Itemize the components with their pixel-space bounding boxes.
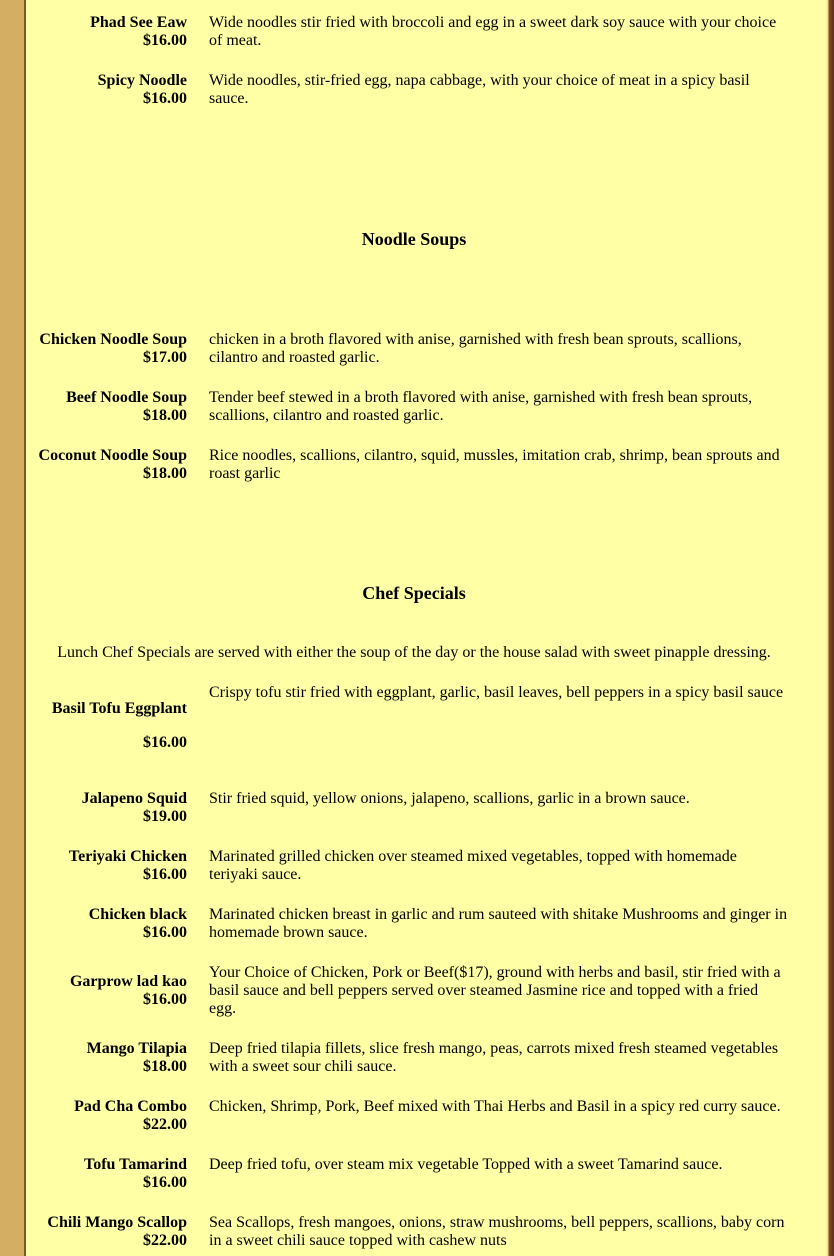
menu-item-name: Coconut Noodle Soup $18.00 bbox=[27, 447, 187, 483]
menu-item-price: $16.00 bbox=[143, 991, 187, 1008]
menu-item-description: Deep fried tilapia fillets, slice fresh mango, peas, carrots mixed fresh steamed vegetables with a sweet sour chili sauce. bbox=[209, 1040, 779, 1075]
menu-item-name: Beef Noodle Soup $18.00 bbox=[27, 389, 187, 425]
menu-item-name: Phad See Eaw $16.00 bbox=[27, 14, 187, 50]
menu-item-name: Pad Cha Combo $22.00 bbox=[27, 1098, 187, 1134]
menu-item-name: Jalapeno Squid $19.00 bbox=[27, 790, 187, 826]
menu-item-description: Marinated grilled chicken over steamed mixed vegetables, topped with homemade teriyaki sauce. bbox=[209, 848, 737, 883]
menu-item-description: Stir fried squid, yellow onions, jalapeno, scallions, garlic in a brown sauce. bbox=[209, 790, 690, 807]
chef-specials-note: Lunch Chef Specials are served with either the soup of the day or the house salad with sweet pinapple dressing. bbox=[57, 644, 771, 661]
menu-item-description: Wide noodles stir fried with broccoli and egg in a sweet dark soy sauce with your choice of meat. bbox=[209, 14, 777, 49]
menu-item-price: $16.00 bbox=[143, 1174, 187, 1191]
section-heading-noodle-soups: Noodle Soups bbox=[361, 229, 467, 249]
menu-item-price: $18.00 bbox=[143, 1058, 187, 1075]
menu-item-price: $22.00 bbox=[143, 1232, 187, 1249]
menu-item-name: Tofu Tamarind $16.00 bbox=[27, 1156, 187, 1192]
menu-item-description: Your Choice of Chicken, Pork or Beef($17), ground with herbs and basil, stir fried with a basil sauce and bell peppers served over steamed Jasmine rice and topped with a fried egg. bbox=[209, 964, 781, 1017]
menu-item-description: Rice noodles, scallions, cilantro, squid, mussles, imitation crab, shrimp, bean sprouts and roast garlic bbox=[209, 447, 780, 482]
right-decorative-border bbox=[826, 0, 834, 1256]
menu-item-price: $17.00 bbox=[143, 349, 187, 366]
menu-item-description: Chicken, Shrimp, Pork, Beef mixed with Thai Herbs and Basil in a spicy red curry sauce. bbox=[209, 1098, 781, 1115]
menu-item-price: $18.00 bbox=[143, 407, 187, 424]
menu-item-name: Chicken black $16.00 bbox=[27, 906, 187, 942]
menu-item-name: Spicy Noodle $16.00 bbox=[27, 72, 187, 108]
menu-item-price: $19.00 bbox=[143, 808, 187, 825]
section-heading-chef-specials: Chef Specials bbox=[362, 583, 466, 603]
menu-item-description: Deep fried tofu, over steam mix vegetable Topped with a sweet Tamarind sauce. bbox=[209, 1156, 723, 1173]
menu-item-price: $22.00 bbox=[143, 1116, 187, 1133]
menu-item-price: $16.00 bbox=[143, 32, 187, 49]
menu-item-name: Chicken Noodle Soup $17.00 bbox=[27, 331, 187, 367]
menu-item-price: $16.00 bbox=[143, 924, 187, 941]
menu-item-price: $16.00 bbox=[143, 866, 187, 883]
menu-item-name: Chili Mango Scallop $22.00 bbox=[27, 1214, 187, 1250]
menu-item-price: $16.00 bbox=[143, 90, 187, 107]
menu-item-description: Tender beef stewed in a broth flavored with anise, garnished with fresh bean sprouts, scallions, cilantro and roasted garlic. bbox=[209, 389, 753, 424]
menu-item-price: $18.00 bbox=[143, 465, 187, 482]
menu-item-price: $16.00 bbox=[143, 734, 187, 751]
menu-item-description: Sea Scallops, fresh mangoes, onions, straw mushrooms, bell peppers, scallions, baby corn in a sweet chili sauce topped with cashew nuts bbox=[209, 1214, 785, 1249]
menu-item-description: Wide noodles, stir-fried egg, napa cabbage, with your choice of meat in a spicy basil sauce. bbox=[209, 72, 750, 107]
menu-item-name: Mango Tilapia $18.00 bbox=[27, 1040, 187, 1076]
menu-content bbox=[26, 0, 826, 1256]
menu-item-description: chicken in a broth flavored with anise, garnished with fresh bean sprouts, scallions, cilantro and roasted garlic. bbox=[209, 331, 742, 366]
menu-item-name: Teriyaki Chicken $16.00 bbox=[27, 848, 187, 884]
menu-item-name: Garprow lad kao $16.00 bbox=[27, 973, 187, 1009]
left-decorative-border bbox=[0, 0, 26, 1256]
menu-item-name: Basil Tofu Eggplant $16.00 bbox=[27, 700, 187, 752]
menu-item-description: Marinated chicken breast in garlic and rum sauteed with shitake Mushrooms and ginger in homemade brown sauce. bbox=[209, 906, 788, 941]
menu-item-description: Crispy tofu stir fried with eggplant, garlic, basil leaves, bell peppers in a spicy basil sauce bbox=[209, 684, 784, 701]
